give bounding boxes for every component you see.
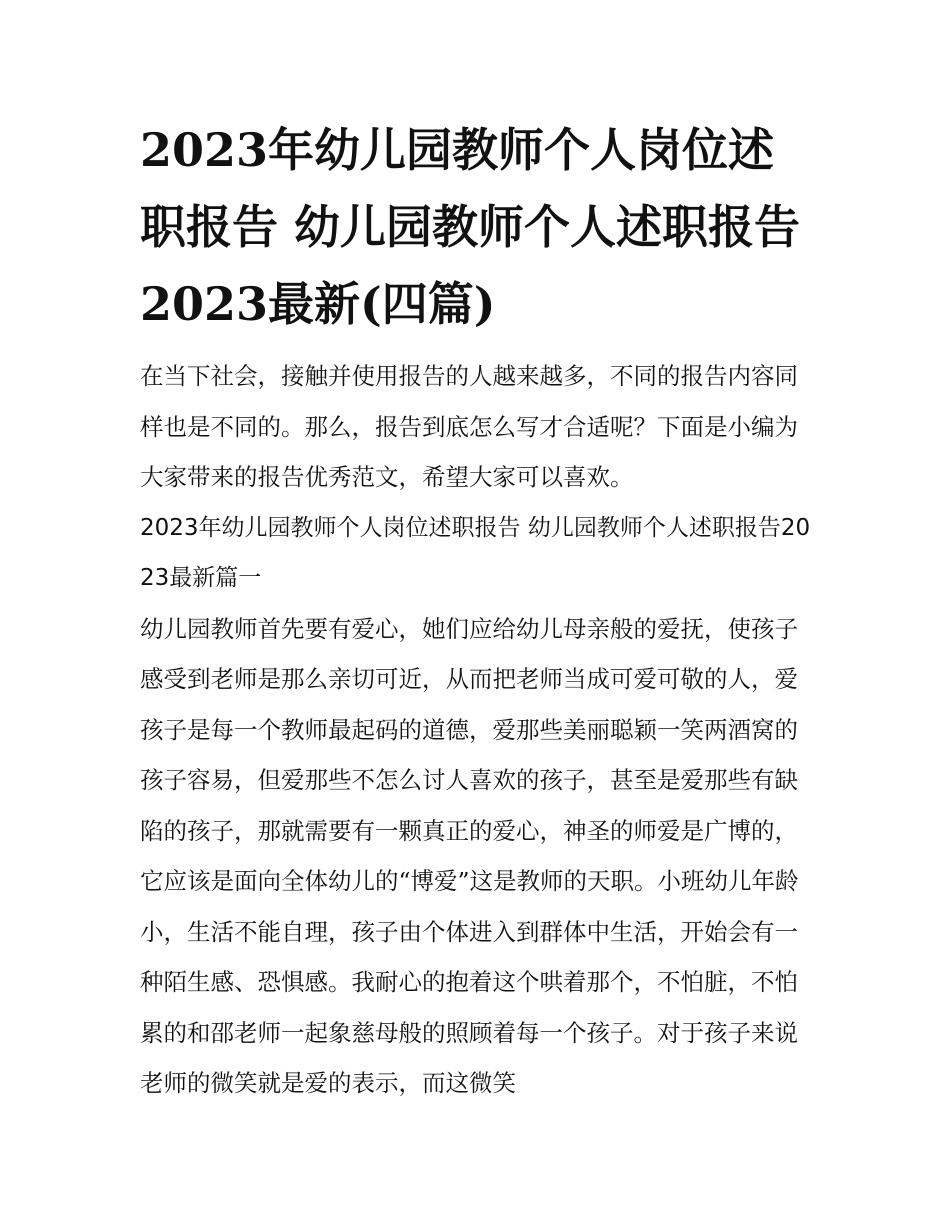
document-page: [140, 112, 812, 1109]
document-title: 2023年幼儿园教师个人岗位述职报告 幼儿园教师个人述职报告2023最新(四篇): [140, 123, 801, 331]
body-paragraph: 幼儿园教师首先要有爱心，她们应给幼儿母亲般的爱抚，使孩子感受到老师是那么亲切可近，从而把老师当成可爱可敬的人，爱孩子是每一个教师最起码的道德，爱那些美丽聪颖一笑两酒窝的孩子容易，但爱那些不怎么讨人喜欢的孩子，甚至是爱那些有缺陷的孩子，那就需要有一颗真正的爱心，神圣的师爱是广博的，它应该是面向全体幼儿的“博爱”这是教师的天职。小班幼儿年龄小，生活不能自理，孩子由个体进入到群体中生活，开始会有一种陌生感、恐惧感。我耐心的抱着这个哄着那个，不怕脏，不怕累的和邵老师一起象慈母般的照顾着每一个孩子。对于孩子来说老师的微笑就是爱的表示，而这微笑: [140, 614, 799, 1097]
section-heading: 2023年幼儿园教师个人岗位述职报告 幼儿园教师个人述职报告2023最新篇一: [140, 514, 811, 591]
intro-paragraph: 在当下社会，接触并使用报告的人越来越多，不同的报告内容同样也是不同的。那么，报告到底怎么写才合适呢？下面是小编为大家带来的报告优秀范文，希望大家可以喜欢。: [140, 362, 798, 491]
